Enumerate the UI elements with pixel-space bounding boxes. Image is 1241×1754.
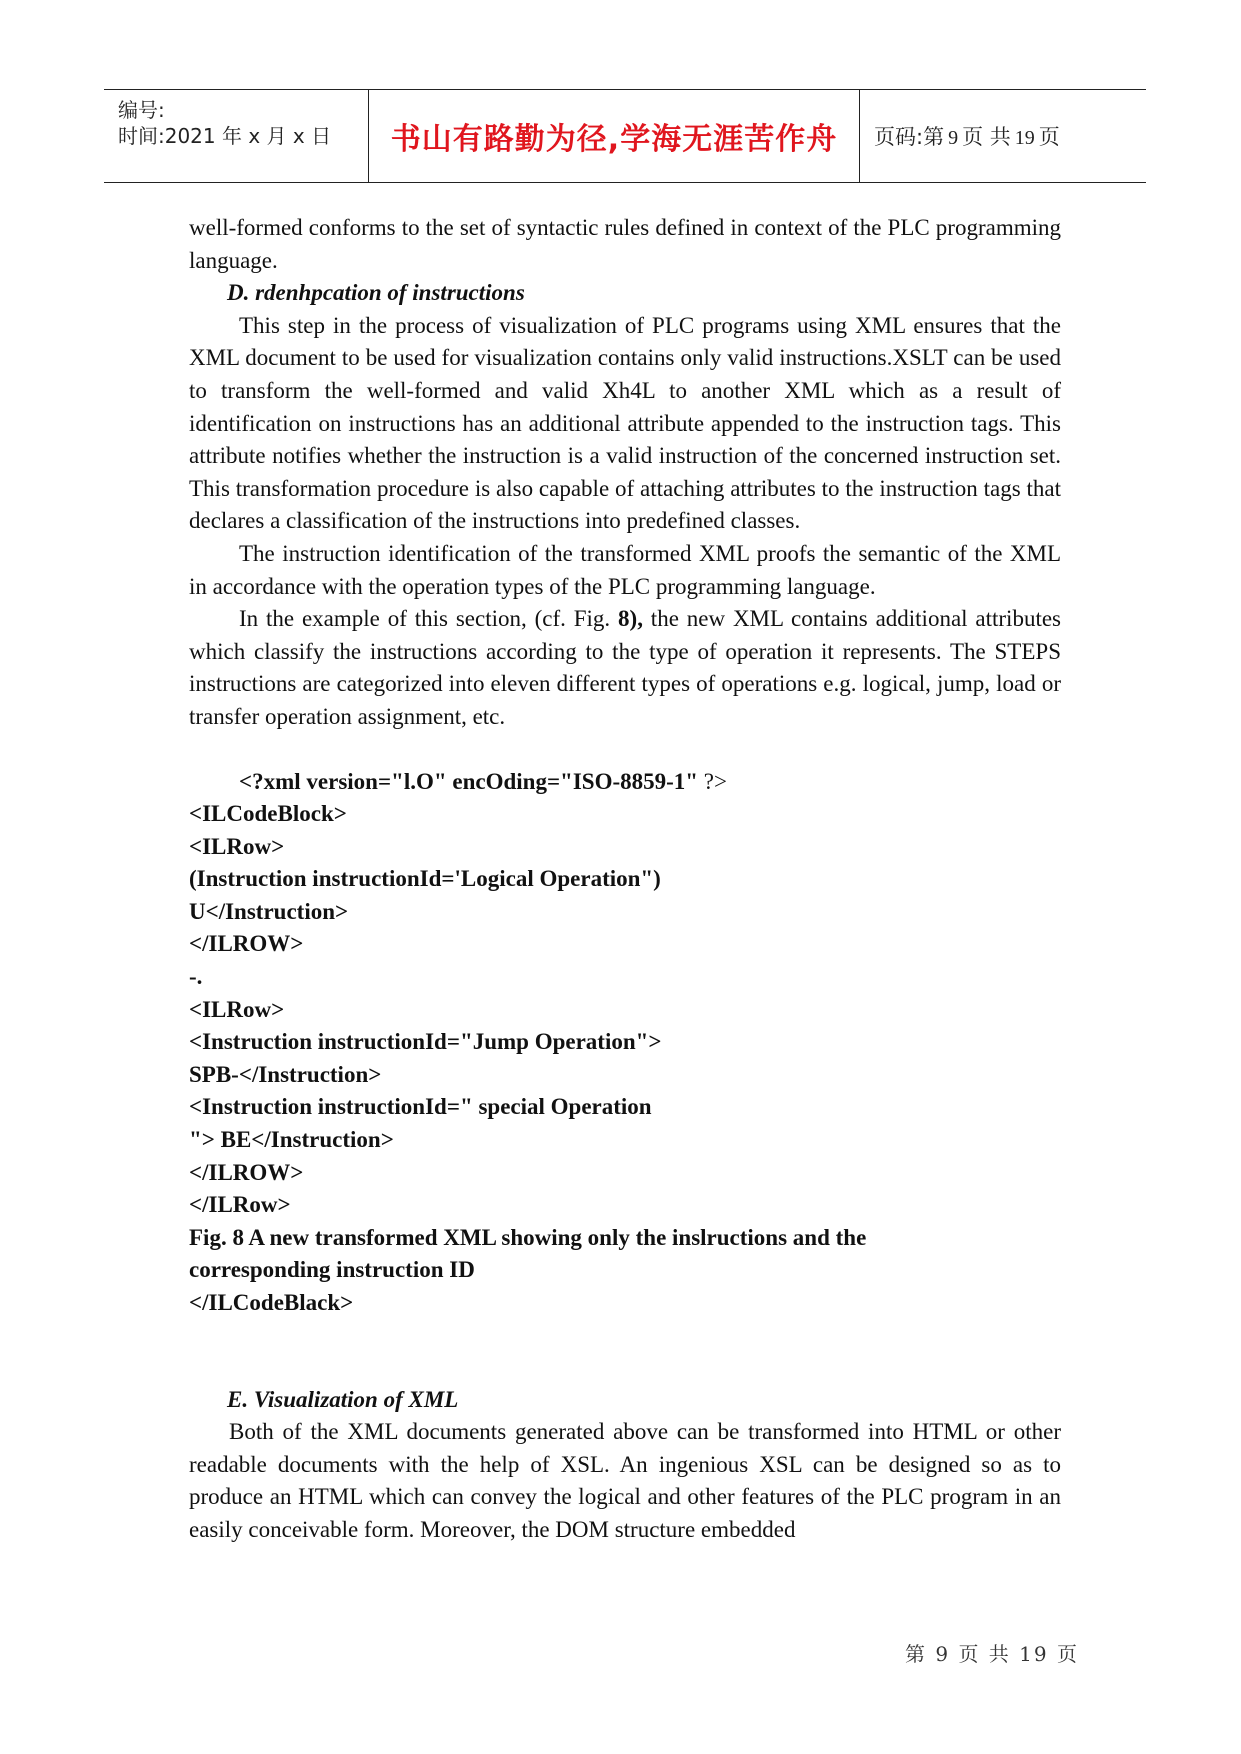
code-line: (Instruction instructionId='Logical Operation") — [189, 866, 661, 892]
paragraph-example-end: the new XML contains additional attributes which classify the instructions according to the type of operation it represents. The STEPS instructions are categorized into eleven different types of operations e.g. logical, jump, load or transfer operation assignment, etc. — [189, 606, 1061, 729]
paragraph-example — [189, 603, 1061, 733]
section-heading-e: E. Visualization of XML — [227, 1386, 459, 1412]
code-line: </ILROW> — [189, 1159, 304, 1185]
header-motto: 书山有路勤为径,学海无涯苦作舟 — [390, 122, 838, 157]
code-line: <ILCodeBlock> — [189, 801, 347, 827]
header-page-number — [874, 121, 1060, 151]
paragraph-visualization: Both of the XML documents generated above can be transformed into HTML or other readable documents with the help of XSL. An ingenious XSL can be designed so as to produce an HTML which can convey the logical and other features of the PLC program in an easily conceivable form. Moreover, the DOM structure embedded — [189, 1419, 1061, 1542]
header-meta-cell — [104, 90, 369, 182]
section-heading-d: D. rdenhpcation of instructions — [227, 280, 525, 306]
code-line: <Instruction instructionId=" special Operation — [189, 1094, 652, 1120]
page-total: 19 — [1014, 127, 1035, 149]
code-line: <Instruction instructionId="Jump Operation"> — [189, 1029, 662, 1055]
header-motto-cell — [369, 90, 860, 182]
page-prefix: 页码:第 — [874, 125, 945, 149]
xml-declaration-tail: ?> — [698, 768, 727, 794]
page-current: 9 — [948, 127, 959, 149]
code-line: "> BE</Instruction> — [189, 1127, 394, 1153]
xml-code-listing — [189, 766, 1061, 1320]
xml-declaration: <?xml version="l.O" encOding="ISO-8859-1" — [239, 768, 699, 794]
paragraph-continuation: well-formed conforms to the set of syntactic rules defined in context of the PLC programming language. — [189, 215, 1061, 273]
figure-caption-line: Fig. 8 A new transformed XML showing only the inslructions and the — [189, 1224, 867, 1250]
code-line: <ILRow> — [189, 996, 285, 1022]
xml-declaration-line — [189, 766, 1061, 799]
paragraph-semantic: The instruction identification of the transformed XML proofs the semantic of the XML in accordance with the operation types of the PLC programming language. — [189, 540, 1061, 599]
figure-caption-line: corresponding instruction ID — [189, 1257, 475, 1283]
code-line: -. — [189, 964, 203, 990]
spacer — [189, 1352, 1061, 1384]
code-line: </ILCodeBlack> — [189, 1290, 354, 1315]
code-line: <ILRow> — [189, 833, 285, 859]
spacer — [189, 1320, 1061, 1352]
code-line: U</Instruction> — [189, 898, 349, 924]
figure-reference: 8), — [618, 606, 643, 632]
page-suffix: 页 — [1038, 125, 1060, 149]
document-body — [189, 212, 1061, 1547]
paragraph-example-start: In the example of this section, (cf. Fig. — [239, 606, 619, 632]
page-mid: 页 共 — [962, 125, 1011, 149]
paragraph-identification: This step in the process of visualization of PLC programs using XML ensures that the XML document to be used for visualization contains only valid instructions.XSLT can be used to transform the well-formed and valid Xh4L to another XML which as a result of identification on instructions has an additional attribute appended to the instruction tags. This attribute notifies whether the instruction is a valid instruction of the concerned instruction set. This transformation procedure is also capable of attaching attributes to the instruction tags that declares a classification of the instructions into predefined classes. — [189, 312, 1061, 534]
document-header — [104, 89, 1146, 183]
page-footer: 第 9 页 共 19 页 — [905, 1642, 1079, 1666]
code-line: </ILROW> — [189, 931, 304, 957]
code-line: SPB-</Instruction> — [189, 1061, 382, 1087]
header-page-cell — [860, 90, 1146, 182]
document-number-label: 编号: — [118, 98, 165, 122]
code-line: </ILRow> — [189, 1192, 291, 1218]
spacer — [189, 734, 1061, 766]
document-date-label: 时间:2021 年 x 月 x 日 — [118, 124, 332, 148]
